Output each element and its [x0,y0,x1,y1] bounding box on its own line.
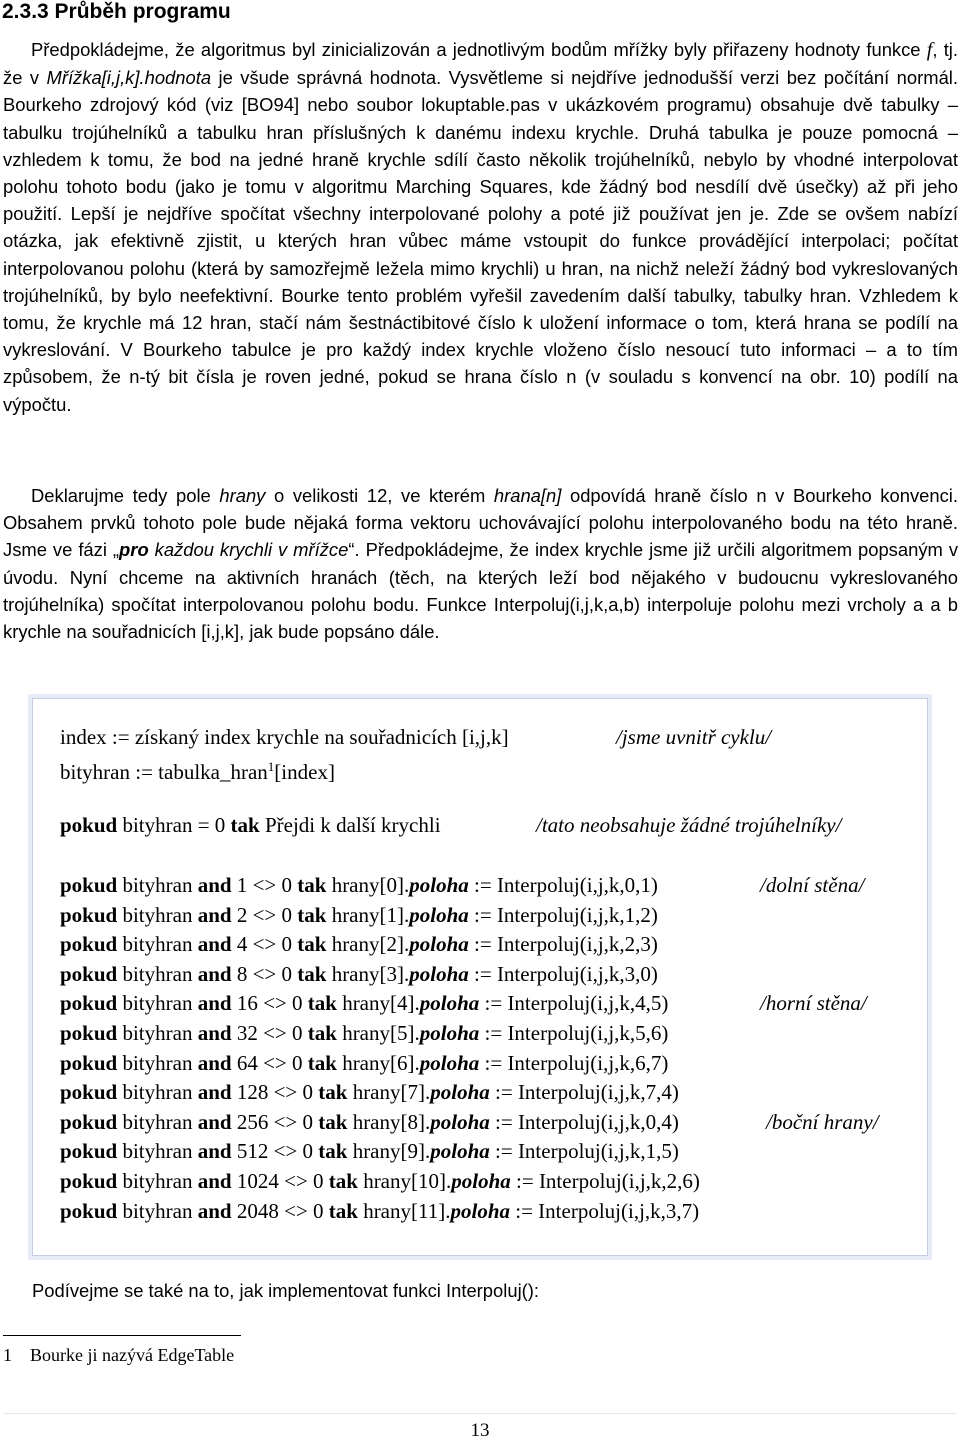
code-line-edge: pokud bityhran and 512 <> 0 tak hrany[9].poloha := Interpoluj(i,j,k,1,5) [60,1139,679,1164]
code-line-edge: pokud bityhran and 2048 <> 0 tak hrany[11].poloha := Interpoluj(i,j,k,3,7) [60,1198,700,1223]
code-comment: /tato neobsahuje žádné trojúhelníky/ [536,813,842,837]
paragraph-2: Deklarujme tedy pole hrany o velikosti 12, ve kterém hrana[n] odpovídá hraně číslo n v Bourkeho konvenci. Obsahem prvků tohoto pole bude nějaká forma vektoru uchovávající polohu interpolovaného bodu na této hraně. Jsme ve fázi „pro každou krychli v mřížce“. Předpokládejme, že index krychle jsme již určili algoritmem popsaným v úvodu. Nyní chceme na aktivních hranách (těch, na kterých leží bod nějakého v budoucnu vykreslovaného trojúhelníka) spočítat interpolovanou polohu bodu. Funkce Interpoluj(i,j,k,a,b) interpoluje polohu mezi vrcholy a a b krychle na souřadnicích [i,j,k], jak bude popsáno dále. [3,485,959,643]
footnote-rule [3,1335,241,1336]
grid-value-expression: Mřížka[i,j,k].hodnota [46,67,212,89]
code-line-edge: pokud bityhran and 8 <> 0 tak hrany[3].poloha := Interpoluj(i,j,k,3,0) [60,961,658,986]
code-comment: /boční hrany/ [766,1109,879,1134]
array-name: hrany [219,485,266,506]
array-element: hrana[n] [493,485,562,506]
code-line-edge: pokud bityhran and 128 <> 0 tak hrany[7].poloha := Interpoluj(i,j,k,7,4) [60,1080,679,1105]
code-line-index: index := získaný index krychle na souřadnicích [i,j,k] [60,725,509,749]
code-line-bityhran: bityhran := tabulka_hran$^1$[index] [60,759,335,784]
page-number: 13 [470,1420,490,1441]
code-line-skip: pokud bityhran = 0 tak Přejdi k další krychli [60,813,441,837]
code-line-edge: pokud bityhran and 4 <> 0 tak hrany[2].poloha := Interpoluj(i,j,k,2,3) [60,932,658,957]
pseudocode-box [32,698,928,1256]
code-line-edge: pokud bityhran and 1 <> 0 tak hrany[0].poloha := Interpoluj(i,j,k,0,1) [60,873,658,897]
footnote: 1 Bourke ji nazývá EdgeTable [3,1345,235,1365]
code-line-edge: pokud bityhran and 2 <> 0 tak hrany[1].poloha := Interpoluj(i,j,k,1,2) [60,902,658,927]
footnote-ref: 1 [267,759,275,774]
code-comment: /dolní stěna/ [760,873,865,897]
code-line-edge: pokud bityhran and 256 <> 0 tak hrany[8].poloha := Interpoluj(i,j,k,0,4) [60,1109,679,1134]
function-symbol: f [926,39,933,61]
code-line-edge: pokud bityhran and 1024 <> 0 tak hrany[10].poloha := Interpoluj(i,j,k,2,6) [60,1169,700,1193]
code-comment: /horní stěna/ [760,991,867,1016]
paragraph-1: Předpokládejme, že algoritmus byl zinicializován a jednotlivým bodům mřížky byly přiřazeny hodnoty funkce f, tj. že v Mřížka[i,j,k].hodnota je všude správná hodnota. Vysvětleme si nejdříve jednodušší verzi bez počítání normál. Bourkeho zdrojový kód (viz [BO94] nebo soubor lokuptable.pas v ukázkovém programu) obsahuje dvě tabulky – tabulku trojúhelníků a tabulku hran příslušných k danému indexu krychle. Druhá tabulka je pouze pomocná – vzhledem k tomu, že bod na jedné hraně krychle sdílí často několik trojúhelníků, nebylo by vhodné interpolovat polohu tohoto bodu (jako je tomu v algoritmu Marching Squares, kde žádný bod nesdílí dvě úsečky) až při jeho použití. Lepší je nejdříve spočítat všechny interpolované polohy a poté již používat jen je. Zde se ovšem nabízí otázka, jak efektivně zjistit, u kterých hran vůbec máme vstoupit do funkce provádějící interpolaci; počítat interpolovanou polohu (která by samozřejmě ležela mimo krychli) u hran, na nichž neleží žádný bod vykreslovaných trojúhelníků, by bylo neefektivní. Bourke tento problém vyřešil zavedením další tabulky, tabulky hran. Vzhledem k tomu, že krychle má 12 hran, stačí nám šestnáctibitové číslo k uložení informace o tom, která hrana se podílí na vykreslování. V Bourkeho tabulce je pro každý index krychle vloženo číslo nesoucí tuto informaci – a to tím způsobem, že n-tý bit čísla je roven jedné, pokud se hrana číslo n (v souladu s konvencí na obr. 10) podílí na výpočtu. [3,39,958,415]
section-heading: 2.3.3 Průběh programu [2,0,231,23]
closing-sentence: Podívejme se také na to, jak implementovat funkci Interpoluj(): [32,1280,540,1301]
code-comment: /jsme uvnitř cyklu/ [616,725,772,749]
page-divider [3,1413,957,1414]
code-line-edge: pokud bityhran and 16 <> 0 tak hrany[4].poloha := Interpoluj(i,j,k,4,5) [60,991,669,1016]
code-line-edge: pokud bityhran and 32 <> 0 tak hrany[5].poloha := Interpoluj(i,j,k,5,6) [60,1021,669,1045]
code-line-edge: pokud bityhran and 64 <> 0 tak hrany[6].poloha := Interpoluj(i,j,k,6,7) [60,1050,669,1075]
